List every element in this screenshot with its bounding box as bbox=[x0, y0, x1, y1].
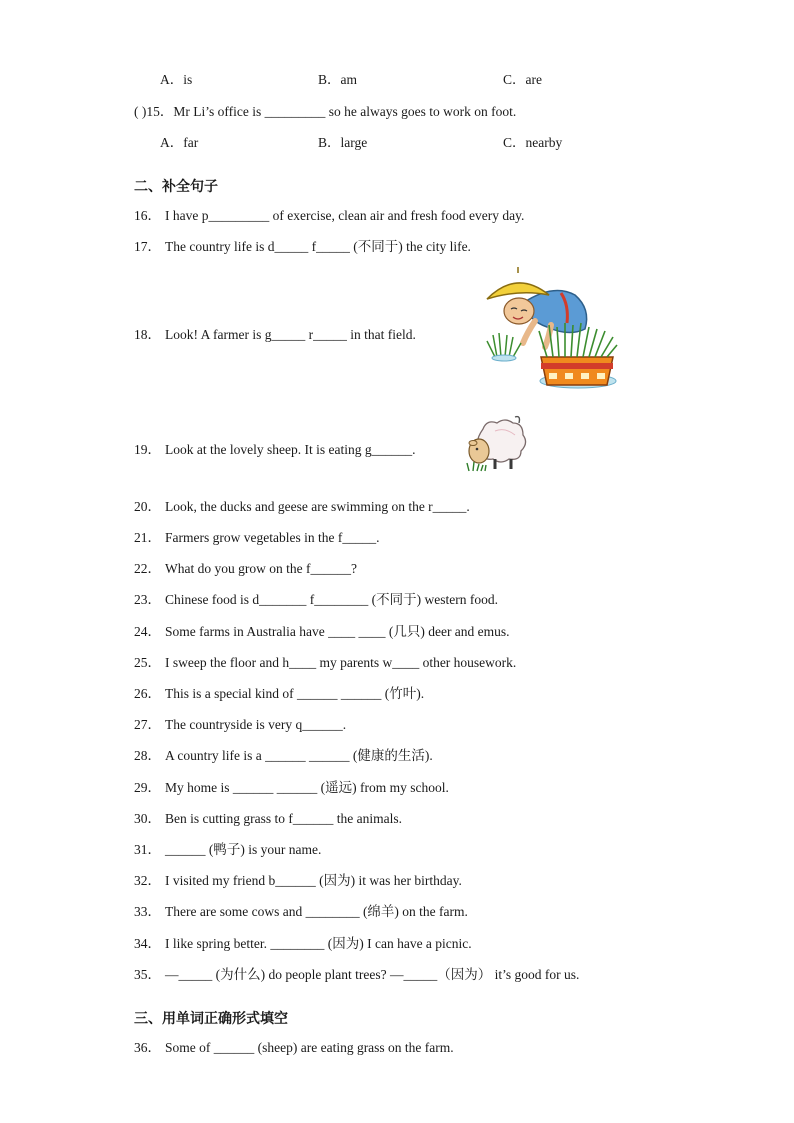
farmer-illustration bbox=[483, 265, 619, 391]
question-21: 21． Farmers grow vegetables in the f_____. bbox=[134, 530, 380, 545]
option-c: C．nearby bbox=[503, 135, 563, 150]
question-20: 20． Look, the ducks and geese are swimming on the r_____. bbox=[134, 499, 470, 514]
question-27: 27． The countryside is very q______. bbox=[134, 717, 347, 732]
question-15 bbox=[134, 100, 516, 120]
question-32: 32． I visited my friend b______ (因为) it was her birthday. bbox=[134, 873, 462, 888]
question-28: 28． A country life is a ______ ______ (健康的生活). bbox=[134, 748, 433, 763]
question-18: 18． Look! A farmer is g_____ r_____ in that field. bbox=[134, 327, 416, 342]
question-35: 35． —_____ (为什么) do people plant trees? —_____（因为） it’s good for us. bbox=[134, 967, 580, 982]
section-heading: 三、用单词正确形式填空 bbox=[134, 1011, 288, 1027]
question-29: 29． My home is ______ ______ (遥远) from my school. bbox=[134, 780, 449, 795]
question-26: 26． This is a special kind of ______ ______ (竹叶). bbox=[134, 686, 425, 701]
section-heading: 二、补全句子 bbox=[134, 179, 218, 195]
question-17: 17． The country life is d_____ f_____ (不同于) the city life. bbox=[134, 239, 471, 254]
question-19: 19． Look at the lovely sheep. It is eating g______. bbox=[134, 442, 416, 457]
question-25: 25． I sweep the floor and h____ my parents w____ other housework. bbox=[134, 655, 517, 670]
question-33: 33． There are some cows and ________ (绵羊) on the farm. bbox=[134, 904, 468, 919]
question-31: 31． ______ (鸭子) is your name. bbox=[134, 842, 322, 857]
answer-paren: ( )15． bbox=[134, 104, 174, 119]
question-30: 30． Ben is cutting grass to f______ the animals. bbox=[134, 811, 402, 826]
question-34: 34． I like spring better. ________ (因为) I can have a picnic. bbox=[134, 936, 472, 951]
question-24: 24． Some farms in Australia have ____ ____ (几只) deer and emus. bbox=[134, 624, 510, 639]
sheep-illustration bbox=[465, 415, 530, 475]
question-23: 23． Chinese food is d_______ f________ (不同于) western food. bbox=[134, 592, 498, 607]
option-a: A．far bbox=[160, 135, 199, 150]
question-36: 36． Some of ______ (sheep) are eating grass on the farm. bbox=[134, 1040, 454, 1055]
option-b: B．am bbox=[318, 72, 357, 87]
question-text: Mr Li’s office is _________ so he always goes to work on foot. bbox=[173, 104, 517, 119]
option-a: A．is bbox=[160, 72, 193, 87]
question-22: 22． What do you grow on the f______? bbox=[134, 561, 357, 576]
question-16: 16． I have p_________ of exercise, clean air and fresh food every day. bbox=[134, 208, 525, 223]
option-b: B．large bbox=[318, 135, 368, 150]
option-c: C．are bbox=[503, 72, 542, 87]
